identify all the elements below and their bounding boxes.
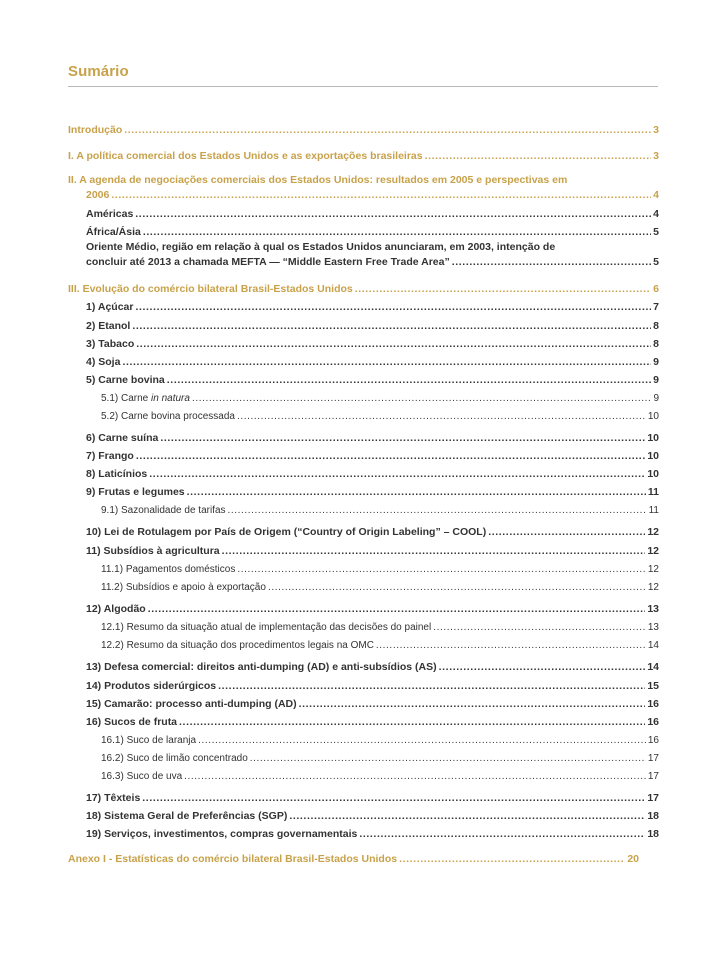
- toc-page-number: 10: [647, 450, 659, 462]
- toc-page-number: 5: [653, 226, 659, 238]
- toc-entry-introducao[interactable]: [68, 123, 659, 138]
- leader-dots: [142, 791, 645, 806]
- leader-dots: [148, 602, 646, 617]
- toc-page-number: 10: [647, 468, 659, 480]
- leader-dots: [299, 697, 646, 712]
- toc-page-number: 16: [647, 735, 659, 746]
- toc-entry-africa-asia[interactable]: [68, 225, 659, 240]
- leader-dots: [111, 188, 651, 203]
- toc-entry-defesa-comercial[interactable]: [68, 660, 659, 675]
- leader-dots: [135, 207, 651, 222]
- toc-page-number: 18: [647, 828, 659, 840]
- toc-page-number: 16: [647, 698, 659, 710]
- toc-entry-subsidios-agricultura[interactable]: [68, 544, 659, 559]
- toc-entry-algodao[interactable]: [68, 602, 659, 617]
- toc-entry-siderurgicos[interactable]: [68, 679, 659, 694]
- leader-dots: [122, 355, 651, 370]
- toc-entry-texteis[interactable]: [68, 791, 659, 806]
- leader-dots: [132, 319, 651, 334]
- toc-page-number: 11: [648, 505, 659, 516]
- leader-dots: [135, 300, 651, 315]
- leader-dots: [228, 503, 647, 518]
- toc-entry-soja[interactable]: [68, 355, 659, 370]
- toc-label: 2) Etanol: [86, 320, 131, 332]
- toc-label: 12.1) Resumo da situação atual de implementação das decisões do painel: [101, 622, 432, 633]
- toc-entry-section-2[interactable]: [68, 173, 659, 203]
- toc-entry-camarao[interactable]: [68, 697, 659, 712]
- toc-label: 9) Frutas e legumes: [86, 486, 185, 498]
- toc-label: II. A agenda de negociações comerciais dos Estados Unidos: resultados em 2005 e perspectivas em: [68, 174, 568, 186]
- leader-dots: [184, 769, 646, 784]
- toc-label: 11.2) Subsídios e apoio à exportação: [101, 582, 266, 593]
- toc-entry-sucos-fruta[interactable]: [68, 715, 659, 730]
- leader-dots: [179, 715, 645, 730]
- toc-page-number: 3: [653, 150, 659, 162]
- toc-page-number: 13: [647, 622, 659, 633]
- toc-label: 14) Produtos siderúrgicos: [86, 680, 217, 692]
- toc-label: 7) Frango: [86, 450, 134, 462]
- toc-entry-section-3[interactable]: [68, 282, 659, 297]
- toc-page-number: 12: [647, 564, 659, 575]
- toc-page-number: 3: [653, 124, 659, 136]
- toc-label: III. Evolução do comércio bilateral Brasil-Estados Unidos: [68, 283, 353, 295]
- toc-page-number: 8: [653, 320, 659, 332]
- leader-dots: [289, 809, 645, 824]
- toc-entry-frutas-legumes[interactable]: [68, 485, 659, 500]
- leader-dots: [237, 409, 646, 424]
- toc-label: 11) Subsídios à agricultura: [86, 545, 220, 557]
- toc-entry-algodao-omc[interactable]: [68, 638, 659, 653]
- leader-dots: [198, 733, 646, 748]
- toc-page-number: 7: [653, 301, 659, 313]
- toc-label: 19) Serviços, investimentos, compras governamentais: [86, 828, 358, 840]
- toc-label: 18) Sistema Geral de Preferências (SGP): [86, 810, 288, 822]
- toc-page-number: 10: [647, 411, 659, 422]
- toc-label: Oriente Médio, região em relação à qual os Estados Unidos anunciaram, em 2003, intenção de: [86, 241, 556, 253]
- leader-dots: [136, 449, 645, 464]
- toc-page-number: 9: [653, 356, 659, 368]
- toc-label: 12.2) Resumo da situação dos procedimentos legais na OMC: [101, 640, 374, 651]
- toc-entry-rotulagem[interactable]: [68, 525, 659, 540]
- toc-page-number: 18: [647, 810, 659, 822]
- leader-dots: [237, 562, 646, 577]
- toc-entry-tabaco[interactable]: [68, 337, 659, 352]
- toc-label: 16.3) Suco de uva: [101, 771, 183, 782]
- toc-page-number: 17: [647, 771, 659, 782]
- leader-dots: [452, 255, 651, 270]
- toc-label: [101, 391, 190, 406]
- toc-entry-frango[interactable]: [68, 449, 659, 464]
- toc-label: 16.1) Suco de laranja: [101, 735, 197, 746]
- leader-dots: [439, 660, 646, 675]
- toc-label-emphasis: in natura: [151, 393, 190, 404]
- toc-label: Anexo I - Estatísticas do comércio bilateral Brasil-Estados Unidos: [68, 853, 398, 865]
- leader-dots: [250, 751, 646, 766]
- leader-dots: [268, 580, 646, 595]
- toc-entry-anexo-1[interactable]: [68, 852, 639, 867]
- toc-page-number: 13: [647, 603, 659, 615]
- leader-dots: [187, 485, 646, 500]
- title-divider: [68, 86, 658, 87]
- toc-label: 9.1) Sazonalidade de tarifas: [101, 505, 226, 516]
- toc-entry-suco-uva[interactable]: [68, 769, 659, 784]
- leader-dots: [192, 391, 651, 406]
- toc-entry-acucar[interactable]: [68, 300, 659, 315]
- toc-entry-carne-bovina[interactable]: [68, 373, 659, 388]
- toc-label-continued: concluir até 2013 a chamada MEFTA — “Middle Eastern Free Trade Area”: [86, 256, 450, 268]
- toc-label-continued: 2006: [86, 189, 110, 201]
- toc-label: 4) Soja: [86, 356, 121, 368]
- leader-dots: [359, 827, 645, 842]
- leader-dots: [425, 149, 652, 164]
- toc-entry-oriente-medio[interactable]: [68, 240, 659, 270]
- toc-label-text: 5.1) Carne: [101, 393, 149, 404]
- toc-label: Introdução: [68, 124, 123, 136]
- toc-entry-carne-processada[interactable]: [68, 409, 659, 424]
- leader-dots: [399, 852, 625, 867]
- leader-dots: [376, 638, 646, 653]
- toc-label: 5.2) Carne bovina processada: [101, 411, 235, 422]
- leader-dots: [160, 431, 645, 446]
- toc-label: 5) Carne bovina: [86, 374, 165, 386]
- leader-dots: [488, 525, 645, 540]
- toc-page-number: 9: [653, 374, 659, 386]
- toc-label: 16) Sucos de fruta: [86, 716, 178, 728]
- toc-label: 3) Tabaco: [86, 338, 135, 350]
- toc-page-number: 6: [653, 283, 659, 295]
- page-title: Sumário: [68, 63, 129, 80]
- toc-page-number: 11: [647, 486, 659, 498]
- toc-entry-sazonalidade[interactable]: [68, 503, 659, 518]
- toc-page-number: 12: [647, 545, 659, 557]
- toc-entry-sgp[interactable]: [68, 809, 659, 824]
- leader-dots: [167, 373, 651, 388]
- leader-dots: [149, 467, 645, 482]
- toc-entry-etanol[interactable]: [68, 319, 659, 334]
- toc-label: 11.1) Pagamentos domésticos: [101, 564, 236, 575]
- toc-page-number: 4: [653, 189, 659, 201]
- leader-dots: [222, 544, 646, 559]
- toc-label: 8) Laticínios: [86, 468, 148, 480]
- toc-page-number: 15: [647, 680, 659, 692]
- toc-entry-suco-laranja[interactable]: [68, 733, 659, 748]
- toc-page-number: 20: [627, 853, 639, 865]
- toc-page-number: 5: [653, 256, 659, 268]
- toc-label: 6) Carne suína: [86, 432, 159, 444]
- toc-entry-carne-suina[interactable]: [68, 431, 659, 446]
- toc-label: 10) Lei de Rotulagem por País de Origem (“Country of Origin Labeling” – COOL): [86, 526, 487, 538]
- toc-page-number: 12: [647, 582, 659, 593]
- toc-label: 13) Defesa comercial: direitos anti-dumping (AD) e anti-subsídios (AS): [86, 661, 437, 673]
- toc-label: Américas: [86, 208, 134, 220]
- toc-page-number: 17: [647, 753, 659, 764]
- toc-entry-carne-in-natura[interactable]: [68, 391, 659, 406]
- toc-entry-suco-limao[interactable]: [68, 751, 659, 766]
- toc-label: I. A política comercial dos Estados Unidos e as exportações brasileiras: [68, 150, 423, 162]
- toc-entry-laticinios[interactable]: [68, 467, 659, 482]
- toc-page-number: 10: [647, 432, 659, 444]
- toc-page-number: 16: [647, 716, 659, 728]
- leader-dots: [433, 620, 646, 635]
- leader-dots: [143, 225, 651, 240]
- toc-entry-section-1[interactable]: [68, 149, 659, 164]
- toc-page-number: 12: [647, 526, 659, 538]
- toc-page-number: 9: [653, 393, 659, 404]
- leader-dots: [355, 282, 651, 297]
- toc-page-number: 17: [647, 792, 659, 804]
- toc-page-number: 8: [653, 338, 659, 350]
- toc-page-number: 4: [653, 208, 659, 220]
- toc-page-number: 14: [647, 661, 659, 673]
- toc-label: África/Ásia: [86, 226, 141, 238]
- toc-label: 17) Têxteis: [86, 792, 141, 804]
- toc-page-number: 14: [647, 640, 659, 651]
- toc-label: 1) Açúcar: [86, 301, 134, 313]
- leader-dots: [136, 337, 651, 352]
- toc-label: 15) Camarão: processo anti-dumping (AD): [86, 698, 297, 710]
- toc-entry-pagamentos-domesticos[interactable]: [68, 562, 659, 577]
- leader-dots: [124, 123, 651, 138]
- toc-label: 16.2) Suco de limão concentrado: [101, 753, 248, 764]
- toc-entry-servicos[interactable]: [68, 827, 659, 842]
- leader-dots: [218, 679, 645, 694]
- toc-entry-algodao-painel[interactable]: [68, 620, 659, 635]
- toc-entry-americas[interactable]: [68, 207, 659, 222]
- toc-entry-subsidios-exportacao[interactable]: [68, 580, 659, 595]
- toc-label: 12) Algodão: [86, 603, 146, 615]
